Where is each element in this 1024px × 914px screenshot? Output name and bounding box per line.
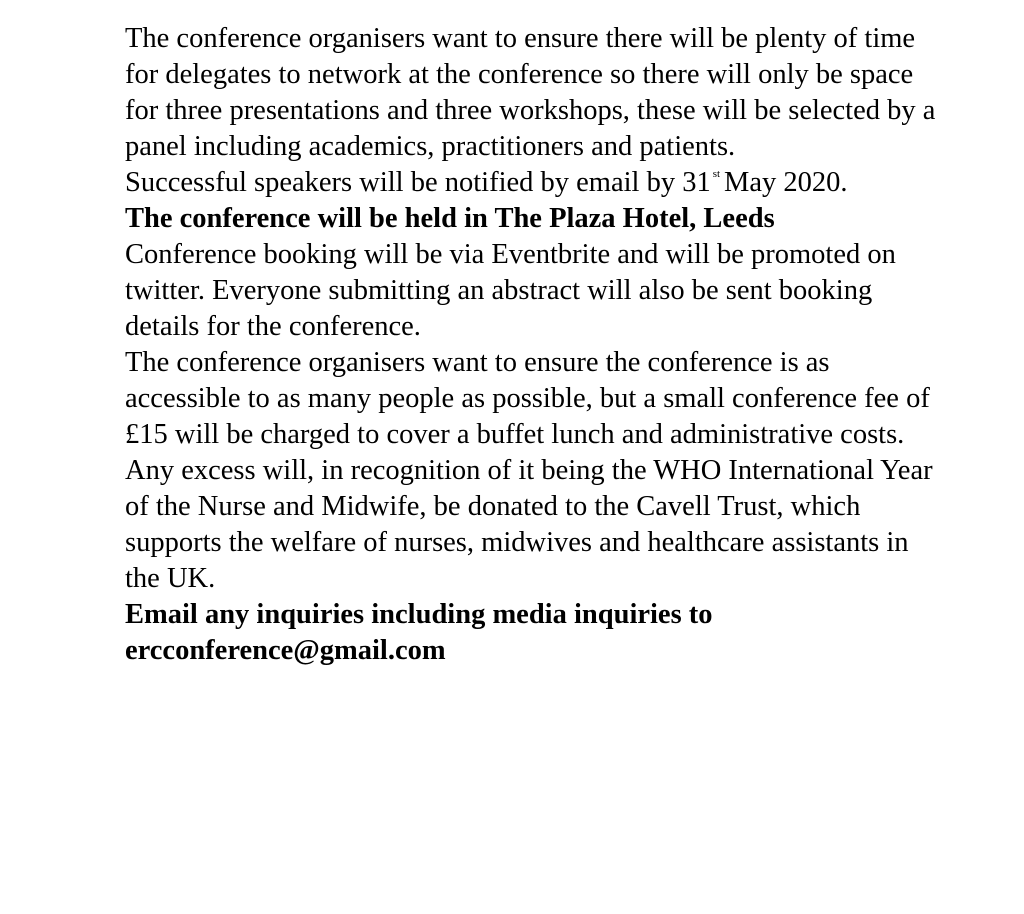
paragraph-selection-info: The conference organisers want to ensure there will be plenty of time for delegates to network at the conference so there will only be space for three presentations and three workshops, these will be selected by a panel including academics, practitioners and patients. (125, 23, 936, 162)
notification-date-end: May 2020. (724, 167, 848, 198)
paragraph-notification-date (125, 165, 945, 201)
document-body (125, 21, 945, 669)
paragraph-fee-info: The conference organisers want to ensure the conference is as accessible to as many people as possible, but a small conference fee of £15 will be charged to cover a buffet lunch and administrative costs. Any excess will, in recognition of it being the WHO International Year of the Nurse and Midwife, be donated to the Cavell Trust, which supports the welfare of nurses, midwives and healthcare assistants in the UK. (125, 347, 933, 594)
contact-email: ercconference@gmail.com (125, 635, 446, 666)
notification-text: Successful speakers will be notified by email by 31 (125, 167, 711, 198)
paragraph-booking-info: Conference booking will be via Eventbrite and will be promoted on twitter. Everyone submitting an abstract will also be sent booking details for the conference. (125, 239, 896, 342)
contact-line: Email any inquiries including media inquiries to (125, 599, 713, 630)
ordinal-suffix: st (712, 168, 721, 180)
venue-heading: The conference will be held in The Plaza Hotel, Leeds (125, 203, 775, 234)
